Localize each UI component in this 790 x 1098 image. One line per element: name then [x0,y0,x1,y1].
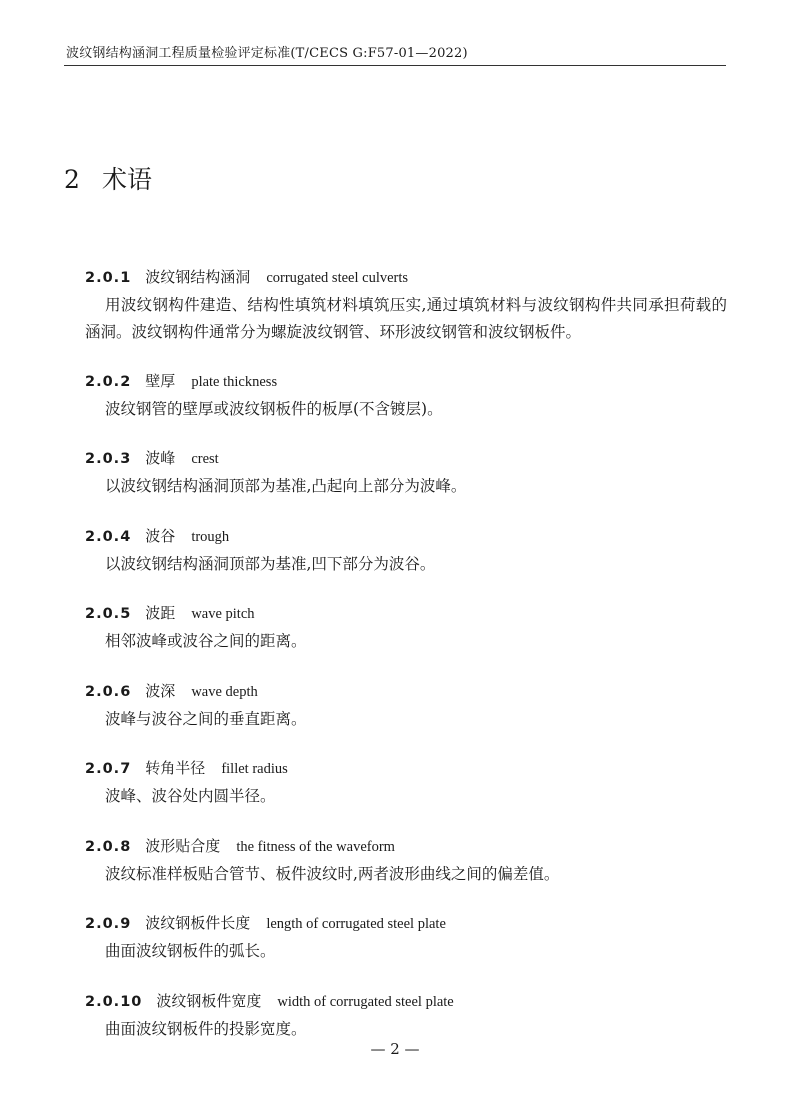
term-number: 2.0.6 [85,684,132,700]
term-heading [85,680,258,701]
term-number: 2.0.3 [85,451,132,467]
term-english: fillet radius [221,761,288,777]
term-definition: 波纹钢管的壁厚或波纹钢板件的板厚(不含镀层)。 [105,400,443,418]
term-number: 2.0.1 [85,270,132,286]
term-definition: 以波纹钢结构涵洞顶部为基准,凹下部分为波谷。 [105,555,436,573]
term-heading [85,266,408,287]
term-definition: 用波纹钢构件建造、结构性填筑材料填筑压实,通过填筑材料与波纹钢构件共同承担荷载的涵洞。波纹钢构件通常分为螺旋波纹钢管、环形波纹钢管和波纹钢板件。 [85,296,727,341]
term-chinese: 波纹钢板件宽度 [156,992,262,1010]
term-english: crest [191,451,219,467]
term-chinese: 波深 [145,682,176,700]
term-definition: 曲面波纹钢板件的弧长。 [105,942,276,960]
term-number: 2.0.9 [85,916,132,932]
term-chinese: 壁厚 [145,372,176,390]
term-chinese: 波纹钢板件长度 [145,914,251,932]
term-english: length of corrugated steel plate [266,916,446,932]
term-english: plate thickness [191,374,278,390]
term-number: 2.0.7 [85,761,132,777]
term-chinese: 波峰 [145,449,176,467]
term-number: 2.0.5 [85,606,132,622]
term-definition: 波峰与波谷之间的垂直距离。 [105,710,307,728]
term-number: 2.0.2 [85,374,132,390]
term-heading [85,370,277,391]
page-number: — 2 — [370,1040,420,1058]
term-chinese: 转角半径 [145,759,206,777]
term-number: 2.0.4 [85,529,132,545]
term-definition: 波纹标准样板贴合管节、板件波纹时,两者波形曲线之间的偏差值。 [105,865,560,883]
header-rule [64,65,726,66]
chapter-name: 术语 [102,165,153,194]
term-chinese: 波纹钢结构涵洞 [145,268,251,286]
term-definition: 相邻波峰或波谷之间的距离。 [105,632,307,650]
term-definition: 曲面波纹钢板件的投影宽度。 [105,1020,307,1038]
term-definition: 以波纹钢结构涵洞顶部为基准,凸起向上部分为波峰。 [105,477,467,495]
term-heading [85,912,446,933]
term-number: 2.0.8 [85,839,132,855]
term-heading [85,990,454,1011]
term-heading [85,602,255,623]
term-number: 2.0.10 [85,994,143,1010]
term-heading [85,525,229,546]
term-heading [85,835,395,856]
term-definition: 波峰、波谷处内圆半径。 [105,787,276,805]
term-english: wave depth [191,684,258,700]
term-heading [85,757,288,778]
term-english: width of corrugated steel plate [277,994,454,1010]
term-chinese: 波距 [145,604,176,622]
running-header: 波纹钢结构涵洞工程质量检验评定标准(T/CECS G:F57-01—2022) [66,46,468,61]
term-english: trough [191,529,230,545]
term-english: wave pitch [191,606,255,622]
term-chinese: 波谷 [145,527,176,545]
term-english: corrugated steel culverts [266,270,409,286]
chapter-number: 2 [64,165,80,194]
chapter-title [64,160,152,196]
term-english: the fitness of the waveform [236,839,395,855]
term-chinese: 波形贴合度 [145,837,221,855]
term-heading [85,447,219,468]
